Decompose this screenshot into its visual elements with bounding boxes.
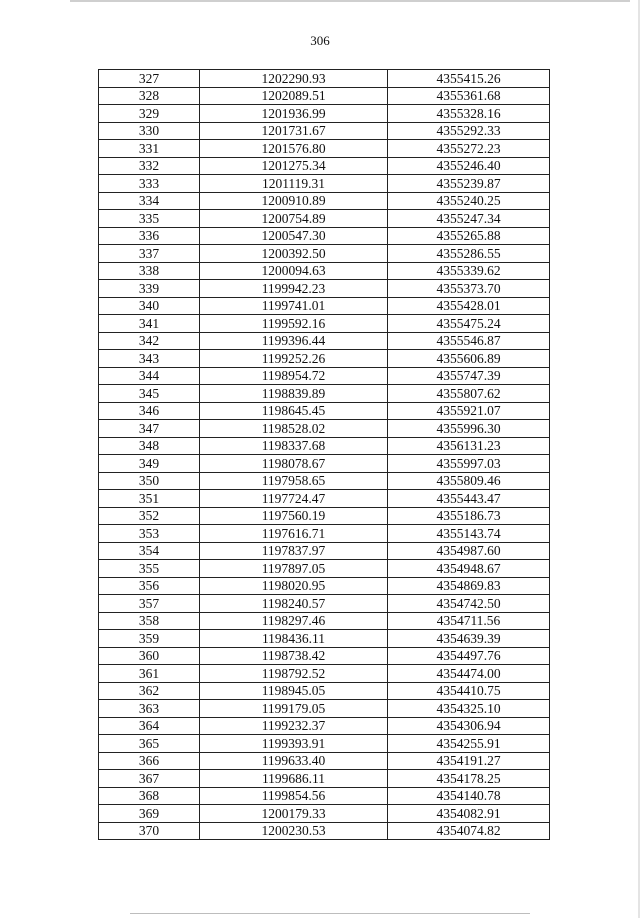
- point-number-cell: 334: [99, 192, 200, 210]
- y-coordinate-cell: 4355246.40: [388, 157, 550, 175]
- coordinates-table: [98, 69, 550, 840]
- point-number-cell: 364: [99, 717, 200, 735]
- table-row: [99, 210, 550, 228]
- point-number-cell: 345: [99, 385, 200, 403]
- table-row: [99, 490, 550, 508]
- scan-edge-top: [70, 0, 630, 2]
- x-coordinate-cell: 1199854.56: [200, 787, 388, 805]
- table-row: [99, 822, 550, 840]
- y-coordinate-cell: 4355339.62: [388, 262, 550, 280]
- y-coordinate-cell: 4355247.34: [388, 210, 550, 228]
- x-coordinate-cell: 1199396.44: [200, 332, 388, 350]
- table-row: [99, 350, 550, 368]
- table-row: [99, 525, 550, 543]
- point-number-cell: 370: [99, 822, 200, 840]
- table-row: [99, 385, 550, 403]
- x-coordinate-cell: 1199741.01: [200, 297, 388, 315]
- y-coordinate-cell: 4355272.23: [388, 140, 550, 158]
- x-coordinate-cell: 1200094.63: [200, 262, 388, 280]
- table-row: [99, 612, 550, 630]
- table-row: [99, 122, 550, 140]
- table-row: [99, 630, 550, 648]
- x-coordinate-cell: 1198792.52: [200, 665, 388, 683]
- y-coordinate-cell: 4355747.39: [388, 367, 550, 385]
- x-coordinate-cell: 1201275.34: [200, 157, 388, 175]
- table-row: [99, 752, 550, 770]
- x-coordinate-cell: 1201731.67: [200, 122, 388, 140]
- y-coordinate-cell: 4354306.94: [388, 717, 550, 735]
- y-coordinate-cell: 4354869.83: [388, 577, 550, 595]
- x-coordinate-cell: 1197560.19: [200, 507, 388, 525]
- x-coordinate-cell: 1200910.89: [200, 192, 388, 210]
- table-row: [99, 192, 550, 210]
- y-coordinate-cell: 4355143.74: [388, 525, 550, 543]
- table-row: [99, 315, 550, 333]
- page-number: 306: [310, 33, 330, 48]
- table-row: [99, 455, 550, 473]
- y-coordinate-cell: 4356131.23: [388, 437, 550, 455]
- y-coordinate-cell: 4355921.07: [388, 402, 550, 420]
- point-number-cell: 356: [99, 577, 200, 595]
- x-coordinate-cell: 1200547.30: [200, 227, 388, 245]
- y-coordinate-cell: 4354178.25: [388, 770, 550, 788]
- table-row: [99, 717, 550, 735]
- table-row: [99, 647, 550, 665]
- point-number-cell: 360: [99, 647, 200, 665]
- y-coordinate-cell: 4355546.87: [388, 332, 550, 350]
- x-coordinate-cell: 1201119.31: [200, 175, 388, 193]
- point-number-cell: 366: [99, 752, 200, 770]
- table-row: [99, 437, 550, 455]
- table-row: [99, 157, 550, 175]
- point-number-cell: 357: [99, 595, 200, 613]
- point-number-cell: 354: [99, 542, 200, 560]
- y-coordinate-cell: 4354255.91: [388, 735, 550, 753]
- x-coordinate-cell: 1202089.51: [200, 87, 388, 105]
- x-coordinate-cell: 1200754.89: [200, 210, 388, 228]
- table-row: [99, 787, 550, 805]
- point-number-cell: 338: [99, 262, 200, 280]
- x-coordinate-cell: 1197837.97: [200, 542, 388, 560]
- point-number-cell: 367: [99, 770, 200, 788]
- table-row: [99, 70, 550, 88]
- x-coordinate-cell: 1197897.05: [200, 560, 388, 578]
- y-coordinate-cell: 4354082.91: [388, 805, 550, 823]
- y-coordinate-cell: 4355415.26: [388, 70, 550, 88]
- x-coordinate-cell: 1197724.47: [200, 490, 388, 508]
- table-row: [99, 472, 550, 490]
- point-number-cell: 342: [99, 332, 200, 350]
- point-number-cell: 329: [99, 105, 200, 123]
- point-number-cell: 350: [99, 472, 200, 490]
- x-coordinate-cell: 1198945.05: [200, 682, 388, 700]
- x-coordinate-cell: 1199686.11: [200, 770, 388, 788]
- y-coordinate-cell: 4355240.25: [388, 192, 550, 210]
- table-row: [99, 507, 550, 525]
- x-coordinate-cell: 1200179.33: [200, 805, 388, 823]
- point-number-cell: 333: [99, 175, 200, 193]
- point-number-cell: 335: [99, 210, 200, 228]
- x-coordinate-cell: 1198528.02: [200, 420, 388, 438]
- table-row: [99, 420, 550, 438]
- table-row: [99, 105, 550, 123]
- y-coordinate-cell: 4355361.68: [388, 87, 550, 105]
- table-row: [99, 140, 550, 158]
- y-coordinate-cell: 4354987.60: [388, 542, 550, 560]
- y-coordinate-cell: 4355997.03: [388, 455, 550, 473]
- table-row: [99, 280, 550, 298]
- point-number-cell: 355: [99, 560, 200, 578]
- table-row: [99, 735, 550, 753]
- table-row: [99, 402, 550, 420]
- table-row: [99, 87, 550, 105]
- y-coordinate-cell: 4355286.55: [388, 245, 550, 263]
- table-row: [99, 332, 550, 350]
- x-coordinate-cell: 1198839.89: [200, 385, 388, 403]
- point-number-cell: 352: [99, 507, 200, 525]
- table-row: [99, 770, 550, 788]
- y-coordinate-cell: 4354191.27: [388, 752, 550, 770]
- x-coordinate-cell: 1197616.71: [200, 525, 388, 543]
- y-coordinate-cell: 4354948.67: [388, 560, 550, 578]
- y-coordinate-cell: 4355996.30: [388, 420, 550, 438]
- point-number-cell: 358: [99, 612, 200, 630]
- point-number-cell: 336: [99, 227, 200, 245]
- point-number-cell: 359: [99, 630, 200, 648]
- point-number-cell: 365: [99, 735, 200, 753]
- x-coordinate-cell: 1199592.16: [200, 315, 388, 333]
- x-coordinate-cell: 1199393.91: [200, 735, 388, 753]
- table-row: [99, 262, 550, 280]
- x-coordinate-cell: 1200392.50: [200, 245, 388, 263]
- y-coordinate-cell: 4355328.16: [388, 105, 550, 123]
- point-number-cell: 361: [99, 665, 200, 683]
- table-row: [99, 560, 550, 578]
- point-number-cell: 340: [99, 297, 200, 315]
- x-coordinate-cell: 1198337.68: [200, 437, 388, 455]
- x-coordinate-cell: 1201936.99: [200, 105, 388, 123]
- table-row: [99, 245, 550, 263]
- point-number-cell: 369: [99, 805, 200, 823]
- y-coordinate-cell: 4354639.39: [388, 630, 550, 648]
- x-coordinate-cell: 1199633.40: [200, 752, 388, 770]
- scan-edge-bottom: [130, 913, 530, 914]
- x-coordinate-cell: 1200230.53: [200, 822, 388, 840]
- table-row: [99, 297, 550, 315]
- table-row: [99, 595, 550, 613]
- y-coordinate-cell: 4355475.24: [388, 315, 550, 333]
- table-row: [99, 227, 550, 245]
- x-coordinate-cell: 1199179.05: [200, 700, 388, 718]
- y-coordinate-cell: 4355292.33: [388, 122, 550, 140]
- x-coordinate-cell: 1198436.11: [200, 630, 388, 648]
- table-row: [99, 367, 550, 385]
- y-coordinate-cell: 4355428.01: [388, 297, 550, 315]
- y-coordinate-cell: 4354410.75: [388, 682, 550, 700]
- point-number-cell: 346: [99, 402, 200, 420]
- x-coordinate-cell: 1198240.57: [200, 595, 388, 613]
- point-number-cell: 332: [99, 157, 200, 175]
- x-coordinate-cell: 1199942.23: [200, 280, 388, 298]
- table-row: [99, 542, 550, 560]
- y-coordinate-cell: 4354474.00: [388, 665, 550, 683]
- y-coordinate-cell: 4355265.88: [388, 227, 550, 245]
- y-coordinate-cell: 4355373.70: [388, 280, 550, 298]
- x-coordinate-cell: 1197958.65: [200, 472, 388, 490]
- y-coordinate-cell: 4355239.87: [388, 175, 550, 193]
- point-number-cell: 343: [99, 350, 200, 368]
- x-coordinate-cell: 1202290.93: [200, 70, 388, 88]
- point-number-cell: 337: [99, 245, 200, 263]
- x-coordinate-cell: 1198020.95: [200, 577, 388, 595]
- x-coordinate-cell: 1198645.45: [200, 402, 388, 420]
- x-coordinate-cell: 1201576.80: [200, 140, 388, 158]
- point-number-cell: 341: [99, 315, 200, 333]
- point-number-cell: 344: [99, 367, 200, 385]
- table-row: [99, 682, 550, 700]
- x-coordinate-cell: 1198297.46: [200, 612, 388, 630]
- y-coordinate-cell: 4354711.56: [388, 612, 550, 630]
- table-row: [99, 577, 550, 595]
- y-coordinate-cell: 4355186.73: [388, 507, 550, 525]
- point-number-cell: 349: [99, 455, 200, 473]
- table-row: [99, 805, 550, 823]
- x-coordinate-cell: 1199232.37: [200, 717, 388, 735]
- table-row: [99, 175, 550, 193]
- table-row: [99, 700, 550, 718]
- y-coordinate-cell: 4354325.10: [388, 700, 550, 718]
- table-row: [99, 665, 550, 683]
- point-number-cell: 327: [99, 70, 200, 88]
- x-coordinate-cell: 1198078.67: [200, 455, 388, 473]
- point-number-cell: 348: [99, 437, 200, 455]
- point-number-cell: 353: [99, 525, 200, 543]
- point-number-cell: 363: [99, 700, 200, 718]
- point-number-cell: 328: [99, 87, 200, 105]
- y-coordinate-cell: 4355443.47: [388, 490, 550, 508]
- point-number-cell: 368: [99, 787, 200, 805]
- y-coordinate-cell: 4355807.62: [388, 385, 550, 403]
- y-coordinate-cell: 4355606.89: [388, 350, 550, 368]
- y-coordinate-cell: 4354497.76: [388, 647, 550, 665]
- point-number-cell: 351: [99, 490, 200, 508]
- y-coordinate-cell: 4354074.82: [388, 822, 550, 840]
- point-number-cell: 347: [99, 420, 200, 438]
- coordinates-table-body: [99, 70, 550, 840]
- y-coordinate-cell: 4354742.50: [388, 595, 550, 613]
- x-coordinate-cell: 1198738.42: [200, 647, 388, 665]
- point-number-cell: 331: [99, 140, 200, 158]
- x-coordinate-cell: 1199252.26: [200, 350, 388, 368]
- y-coordinate-cell: 4354140.78: [388, 787, 550, 805]
- point-number-cell: 330: [99, 122, 200, 140]
- x-coordinate-cell: 1198954.72: [200, 367, 388, 385]
- point-number-cell: 362: [99, 682, 200, 700]
- point-number-cell: 339: [99, 280, 200, 298]
- y-coordinate-cell: 4355809.46: [388, 472, 550, 490]
